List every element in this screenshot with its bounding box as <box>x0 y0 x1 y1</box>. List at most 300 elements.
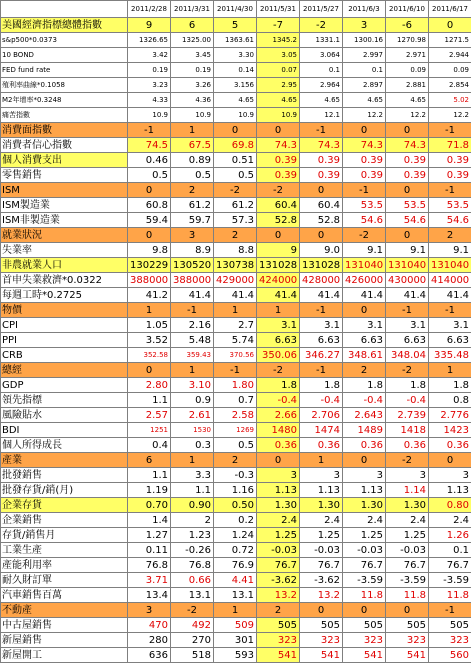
value-cell[interactable]: -0.03 <box>300 543 343 558</box>
value-cell[interactable]: -0.4 <box>343 393 386 408</box>
value-cell[interactable]: 6.63 <box>257 333 300 348</box>
value-cell[interactable]: -0.4 <box>257 393 300 408</box>
value-cell[interactable]: 2.80 <box>128 378 171 393</box>
value-cell[interactable]: 0 <box>128 183 171 198</box>
value-cell[interactable]: 76.7 <box>300 558 343 573</box>
value-cell[interactable]: 2.4 <box>386 513 429 528</box>
indicator-label-cell[interactable]: 首申失業救濟*0.0322 <box>1 273 128 288</box>
value-cell[interactable]: -2 <box>214 183 257 198</box>
value-cell[interactable]: 11.8 <box>429 588 471 603</box>
value-cell[interactable]: 3 <box>386 468 429 483</box>
value-cell[interactable]: 370.56 <box>214 348 257 363</box>
value-cell[interactable]: 52.8 <box>300 213 343 228</box>
value-cell[interactable]: -1 <box>214 363 257 378</box>
value-cell[interactable]: 509 <box>214 618 257 633</box>
value-cell[interactable]: 2.61 <box>171 408 214 423</box>
indicator-label-cell[interactable]: 美國經濟指標總體指數 <box>1 18 128 33</box>
value-cell[interactable]: 505 <box>386 618 429 633</box>
indicator-label-cell[interactable]: 失業率 <box>1 243 128 258</box>
value-cell[interactable]: 74.5 <box>128 138 171 153</box>
value-cell[interactable]: 1418 <box>386 423 429 438</box>
value-cell[interactable]: -1 <box>300 303 343 318</box>
value-cell[interactable]: 76.8 <box>171 558 214 573</box>
value-cell[interactable]: 3.52 <box>128 333 171 348</box>
value-cell[interactable]: 0 <box>386 123 429 138</box>
value-cell[interactable]: 3.71 <box>128 573 171 588</box>
value-cell[interactable]: 350.06 <box>257 348 300 363</box>
value-cell[interactable]: 2.776 <box>429 408 471 423</box>
value-cell[interactable]: 335.48 <box>429 348 471 363</box>
value-cell[interactable]: 11.8 <box>343 588 386 603</box>
value-cell[interactable]: 0.36 <box>429 438 471 453</box>
value-cell[interactable]: 2 <box>214 453 257 468</box>
value-cell[interactable]: 2.643 <box>343 408 386 423</box>
value-cell[interactable]: 1.13 <box>300 483 343 498</box>
value-cell[interactable]: 2.66 <box>257 408 300 423</box>
value-cell[interactable]: 10.9 <box>257 108 300 123</box>
value-cell[interactable]: 3.1 <box>257 318 300 333</box>
indicator-label-cell[interactable]: 企業存貨 <box>1 498 128 513</box>
value-cell[interactable]: 430000 <box>386 273 429 288</box>
indicator-label-cell[interactable]: 零售銷售 <box>1 168 128 183</box>
value-cell[interactable]: 0.50 <box>214 498 257 513</box>
value-cell[interactable]: 1.13 <box>429 483 471 498</box>
value-cell[interactable]: 0.72 <box>214 543 257 558</box>
value-cell[interactable]: 1.25 <box>386 528 429 543</box>
value-cell[interactable]: 41.4 <box>386 288 429 303</box>
date-header-cell[interactable]: 2011/4/30 <box>214 1 257 18</box>
value-cell[interactable]: 0.46 <box>128 153 171 168</box>
value-cell[interactable]: -0.26 <box>171 543 214 558</box>
value-cell[interactable]: 41.4 <box>214 288 257 303</box>
value-cell[interactable]: -3.59 <box>343 573 386 588</box>
value-cell[interactable]: 53.5 <box>343 198 386 213</box>
value-cell[interactable]: 492 <box>171 618 214 633</box>
value-cell[interactable]: 593 <box>214 648 257 663</box>
value-cell[interactable]: 1480 <box>257 423 300 438</box>
value-cell[interactable]: -1 <box>386 303 429 318</box>
value-cell[interactable]: 560 <box>429 648 471 663</box>
value-cell[interactable]: 61.2 <box>214 198 257 213</box>
value-cell[interactable]: 4.65 <box>386 93 429 108</box>
value-cell[interactable]: 1.1 <box>171 483 214 498</box>
value-cell[interactable]: 0.90 <box>171 498 214 513</box>
indicator-label-cell[interactable]: 風險貼水 <box>1 408 128 423</box>
value-cell[interactable]: 131040 <box>386 258 429 273</box>
value-cell[interactable]: 10.9 <box>171 108 214 123</box>
value-cell[interactable]: -1 <box>429 303 471 318</box>
value-cell[interactable]: 2.997 <box>343 48 386 63</box>
value-cell[interactable]: 2.897 <box>343 78 386 93</box>
value-cell[interactable]: -0.3 <box>214 468 257 483</box>
value-cell[interactable]: 0 <box>257 228 300 243</box>
value-cell[interactable]: 0.39 <box>386 168 429 183</box>
value-cell[interactable]: 9.1 <box>429 243 471 258</box>
value-cell[interactable]: 0.07 <box>257 63 300 78</box>
value-cell[interactable]: 1474 <box>300 423 343 438</box>
value-cell[interactable]: 0.8 <box>429 393 471 408</box>
value-cell[interactable]: 1300.16 <box>343 33 386 48</box>
value-cell[interactable]: 5.02 <box>429 93 471 108</box>
value-cell[interactable]: 9.8 <box>128 243 171 258</box>
value-cell[interactable]: -1 <box>343 183 386 198</box>
indicator-label-cell[interactable]: 消費者信心指數 <box>1 138 128 153</box>
value-cell[interactable]: 0.89 <box>171 153 214 168</box>
value-cell[interactable]: 1.1 <box>128 468 171 483</box>
value-cell[interactable]: 0 <box>128 228 171 243</box>
value-cell[interactable]: 505 <box>343 618 386 633</box>
value-cell[interactable]: 2.881 <box>386 78 429 93</box>
value-cell[interactable]: 0.9 <box>171 393 214 408</box>
value-cell[interactable]: -1 <box>429 123 471 138</box>
value-cell[interactable]: 0 <box>128 363 171 378</box>
value-cell[interactable]: 0.39 <box>429 153 471 168</box>
value-cell[interactable]: -6 <box>386 18 429 33</box>
value-cell[interactable]: 3.3 <box>171 468 214 483</box>
value-cell[interactable]: 61.2 <box>171 198 214 213</box>
indicator-label-cell[interactable]: 領先指標 <box>1 393 128 408</box>
value-cell[interactable]: 1 <box>257 303 300 318</box>
value-cell[interactable]: 0.1 <box>300 63 343 78</box>
value-cell[interactable]: 76.9 <box>214 558 257 573</box>
value-cell[interactable]: 52.8 <box>257 213 300 228</box>
value-cell[interactable]: 0.39 <box>429 168 471 183</box>
value-cell[interactable]: 1326.65 <box>128 33 171 48</box>
value-cell[interactable]: 3 <box>128 603 171 618</box>
value-cell[interactable]: 2.944 <box>429 48 471 63</box>
value-cell[interactable]: 41.4 <box>429 288 471 303</box>
date-header-cell[interactable]: 2011/3/31 <box>171 1 214 18</box>
value-cell[interactable]: 0 <box>300 183 343 198</box>
value-cell[interactable]: 505 <box>429 618 471 633</box>
value-cell[interactable]: 3.1 <box>343 318 386 333</box>
value-cell[interactable]: 1.27 <box>128 528 171 543</box>
value-cell[interactable]: 1.8 <box>386 378 429 393</box>
value-cell[interactable]: 6.63 <box>429 333 471 348</box>
indicator-label-cell[interactable]: 消費面指數 <box>1 123 128 138</box>
value-cell[interactable]: 60.4 <box>300 198 343 213</box>
value-cell[interactable]: 2.706 <box>300 408 343 423</box>
value-cell[interactable]: 0.5 <box>214 438 257 453</box>
value-cell[interactable]: 0.39 <box>343 153 386 168</box>
value-cell[interactable]: 0.36 <box>300 438 343 453</box>
value-cell[interactable]: 1 <box>171 363 214 378</box>
value-cell[interactable]: 130229 <box>128 258 171 273</box>
value-cell[interactable]: 60.8 <box>128 198 171 213</box>
value-cell[interactable]: 505 <box>257 618 300 633</box>
value-cell[interactable]: 3.1 <box>429 318 471 333</box>
value-cell[interactable]: 2.964 <box>300 78 343 93</box>
value-cell[interactable]: 74.3 <box>257 138 300 153</box>
value-cell[interactable]: 131028 <box>257 258 300 273</box>
value-cell[interactable]: 541 <box>257 648 300 663</box>
value-cell[interactable]: 5 <box>214 18 257 33</box>
value-cell[interactable]: -2 <box>386 363 429 378</box>
value-cell[interactable]: 2.57 <box>128 408 171 423</box>
indicator-label-cell[interactable]: ISM製造業 <box>1 198 128 213</box>
value-cell[interactable]: 13.2 <box>300 588 343 603</box>
value-cell[interactable]: 2 <box>343 363 386 378</box>
value-cell[interactable]: 1 <box>171 123 214 138</box>
value-cell[interactable]: -3.62 <box>300 573 343 588</box>
indicator-label-cell[interactable]: s&p500*0.0373 <box>1 33 128 48</box>
value-cell[interactable]: 323 <box>429 633 471 648</box>
value-cell[interactable]: 0.66 <box>171 573 214 588</box>
value-cell[interactable]: 54.6 <box>429 213 471 228</box>
indicator-label-cell[interactable]: 耐久財訂單 <box>1 573 128 588</box>
value-cell[interactable]: 1423 <box>429 423 471 438</box>
value-cell[interactable]: 0.36 <box>343 438 386 453</box>
value-cell[interactable]: 505 <box>300 618 343 633</box>
indicator-label-cell[interactable]: 新屋銷售 <box>1 633 128 648</box>
indicator-label-cell[interactable]: 產業 <box>1 453 128 468</box>
value-cell[interactable]: 1.13 <box>257 483 300 498</box>
value-cell[interactable]: 414000 <box>429 273 471 288</box>
value-cell[interactable]: 1.30 <box>257 498 300 513</box>
value-cell[interactable]: 2 <box>171 513 214 528</box>
value-cell[interactable]: 1 <box>429 363 471 378</box>
indicator-label-cell[interactable]: GDP <box>1 378 128 393</box>
value-cell[interactable]: 429000 <box>214 273 257 288</box>
value-cell[interactable]: 9.1 <box>386 243 429 258</box>
value-cell[interactable]: -0.03 <box>386 543 429 558</box>
value-cell[interactable]: 8.9 <box>171 243 214 258</box>
value-cell[interactable]: 1.8 <box>300 378 343 393</box>
value-cell[interactable]: -1 <box>429 183 471 198</box>
value-cell[interactable]: 3.23 <box>128 78 171 93</box>
value-cell[interactable]: 1.30 <box>343 498 386 513</box>
value-cell[interactable]: 1251 <box>128 423 171 438</box>
value-cell[interactable]: 0.11 <box>128 543 171 558</box>
date-header-cell[interactable]: 2011/6/3 <box>343 1 386 18</box>
value-cell[interactable]: 2.4 <box>343 513 386 528</box>
value-cell[interactable]: 2.739 <box>386 408 429 423</box>
value-cell[interactable]: 76.7 <box>429 558 471 573</box>
value-cell[interactable]: 3 <box>300 468 343 483</box>
value-cell[interactable]: 10.9 <box>128 108 171 123</box>
value-cell[interactable]: 3.42 <box>128 48 171 63</box>
value-cell[interactable]: 6 <box>171 18 214 33</box>
value-cell[interactable]: 301 <box>214 633 257 648</box>
value-cell[interactable]: 5.74 <box>214 333 257 348</box>
indicator-label-cell[interactable]: 非農就業人口 <box>1 258 128 273</box>
value-cell[interactable]: -2 <box>257 183 300 198</box>
indicator-label-cell[interactable]: 不動產 <box>1 603 128 618</box>
indicator-label-cell[interactable]: BDI <box>1 423 128 438</box>
value-cell[interactable]: 3.05 <box>257 48 300 63</box>
value-cell[interactable]: 1 <box>128 303 171 318</box>
value-cell[interactable]: 0.5 <box>128 168 171 183</box>
value-cell[interactable]: 1331.1 <box>300 33 343 48</box>
value-cell[interactable]: 0.1 <box>343 63 386 78</box>
value-cell[interactable]: 57.3 <box>214 213 257 228</box>
value-cell[interactable]: -3.59 <box>386 573 429 588</box>
value-cell[interactable]: 0.3 <box>171 438 214 453</box>
value-cell[interactable]: 71.8 <box>429 138 471 153</box>
value-cell[interactable]: 0.39 <box>343 168 386 183</box>
value-cell[interactable]: 0 <box>257 453 300 468</box>
value-cell[interactable]: 131028 <box>300 258 343 273</box>
value-cell[interactable]: 1271.5 <box>429 33 471 48</box>
value-cell[interactable]: 1.8 <box>429 378 471 393</box>
value-cell[interactable]: -7 <box>257 18 300 33</box>
value-cell[interactable]: 54.6 <box>343 213 386 228</box>
value-cell[interactable]: 3 <box>257 468 300 483</box>
value-cell[interactable]: 346.27 <box>300 348 343 363</box>
value-cell[interactable]: 270 <box>171 633 214 648</box>
indicator-label-cell[interactable]: PPI <box>1 333 128 348</box>
value-cell[interactable]: 1.23 <box>171 528 214 543</box>
value-cell[interactable]: 3.26 <box>171 78 214 93</box>
value-cell[interactable]: 4.41 <box>214 573 257 588</box>
value-cell[interactable]: 470 <box>128 618 171 633</box>
date-header-cell[interactable]: 2011/2/28 <box>128 1 171 18</box>
value-cell[interactable]: 131040 <box>343 258 386 273</box>
value-cell[interactable]: -0.4 <box>386 393 429 408</box>
value-cell[interactable]: 1 <box>214 303 257 318</box>
indicator-label-cell[interactable]: 個人消費支出 <box>1 153 128 168</box>
value-cell[interactable]: 0 <box>429 18 471 33</box>
value-cell[interactable]: 41.4 <box>300 288 343 303</box>
indicator-label-cell[interactable]: 存貨/銷售月 <box>1 528 128 543</box>
value-cell[interactable]: 0.09 <box>386 63 429 78</box>
value-cell[interactable]: 3 <box>343 468 386 483</box>
value-cell[interactable]: 323 <box>343 633 386 648</box>
value-cell[interactable]: 13.2 <box>257 588 300 603</box>
value-cell[interactable]: 0.7 <box>214 393 257 408</box>
indicator-label-cell[interactable]: 工業生產 <box>1 543 128 558</box>
value-cell[interactable]: 2 <box>429 228 471 243</box>
value-cell[interactable]: 4.33 <box>128 93 171 108</box>
indicator-label-cell[interactable]: 10 BOND <box>1 48 128 63</box>
indicator-label-cell[interactable]: 產能利用率 <box>1 558 128 573</box>
value-cell[interactable]: 2.4 <box>429 513 471 528</box>
value-cell[interactable]: 41.4 <box>257 288 300 303</box>
value-cell[interactable]: 1.80 <box>214 378 257 393</box>
value-cell[interactable]: 1.25 <box>343 528 386 543</box>
value-cell[interactable]: -3.59 <box>429 573 471 588</box>
date-header-cell[interactable]: 2011/5/27 <box>300 1 343 18</box>
value-cell[interactable]: 13.1 <box>171 588 214 603</box>
value-cell[interactable]: -2 <box>171 603 214 618</box>
value-cell[interactable]: 4.65 <box>300 93 343 108</box>
value-cell[interactable]: 8.8 <box>214 243 257 258</box>
value-cell[interactable]: 323 <box>300 633 343 648</box>
value-cell[interactable]: 3 <box>343 18 386 33</box>
value-cell[interactable]: 0 <box>429 453 471 468</box>
indicator-label-cell[interactable]: 企業銷售 <box>1 513 128 528</box>
indicator-label-cell[interactable]: CRB <box>1 348 128 363</box>
value-cell[interactable]: 12.2 <box>386 108 429 123</box>
value-cell[interactable]: 1530 <box>171 423 214 438</box>
value-cell[interactable]: 0 <box>343 603 386 618</box>
value-cell[interactable]: 0 <box>386 183 429 198</box>
value-cell[interactable]: -1 <box>429 603 471 618</box>
indicator-label-cell[interactable]: 每週工時*0.2725 <box>1 288 128 303</box>
value-cell[interactable]: 1 <box>171 453 214 468</box>
indicator-label-cell[interactable]: 就業狀況 <box>1 228 128 243</box>
value-cell[interactable]: 1269 <box>214 423 257 438</box>
value-cell[interactable]: 3.45 <box>171 48 214 63</box>
value-cell[interactable]: 1.13 <box>343 483 386 498</box>
indicator-label-cell[interactable]: 新屋開工 <box>1 648 128 663</box>
value-cell[interactable]: 541 <box>386 648 429 663</box>
value-cell[interactable]: 59.7 <box>171 213 214 228</box>
value-cell[interactable]: 2 <box>214 228 257 243</box>
indicator-label-cell[interactable]: ISM <box>1 183 128 198</box>
value-cell[interactable]: 2.971 <box>386 48 429 63</box>
value-cell[interactable]: 3 <box>429 468 471 483</box>
value-cell[interactable]: 10.9 <box>214 108 257 123</box>
value-cell[interactable]: 1325.00 <box>171 33 214 48</box>
value-cell[interactable]: 0.39 <box>386 153 429 168</box>
value-cell[interactable]: 9.1 <box>343 243 386 258</box>
value-cell[interactable]: 4.36 <box>171 93 214 108</box>
value-cell[interactable]: 1270.98 <box>386 33 429 48</box>
value-cell[interactable]: 2.4 <box>300 513 343 528</box>
value-cell[interactable]: 3 <box>171 228 214 243</box>
value-cell[interactable]: 1.4 <box>128 513 171 528</box>
value-cell[interactable]: 280 <box>128 633 171 648</box>
value-cell[interactable]: 1489 <box>343 423 386 438</box>
value-cell[interactable]: 1.8 <box>257 378 300 393</box>
value-cell[interactable]: 0.19 <box>128 63 171 78</box>
value-cell[interactable]: 1.14 <box>386 483 429 498</box>
value-cell[interactable]: 76.7 <box>257 558 300 573</box>
value-cell[interactable]: 12.2 <box>343 108 386 123</box>
value-cell[interactable]: 0 <box>257 123 300 138</box>
value-cell[interactable]: 41.4 <box>343 288 386 303</box>
value-cell[interactable]: 74.3 <box>300 138 343 153</box>
value-cell[interactable]: 0.36 <box>257 438 300 453</box>
indicator-label-cell[interactable]: 物價 <box>1 303 128 318</box>
value-cell[interactable]: 1.05 <box>128 318 171 333</box>
indicator-label-cell[interactable]: 中古屋銷售 <box>1 618 128 633</box>
value-cell[interactable]: 0.5 <box>171 168 214 183</box>
value-cell[interactable]: 6.63 <box>300 333 343 348</box>
value-cell[interactable]: 131040 <box>429 258 471 273</box>
value-cell[interactable]: 0.39 <box>257 153 300 168</box>
value-cell[interactable]: 1 <box>300 453 343 468</box>
value-cell[interactable]: -1 <box>171 303 214 318</box>
value-cell[interactable]: 1.25 <box>257 528 300 543</box>
value-cell[interactable]: 74.3 <box>386 138 429 153</box>
value-cell[interactable]: 41.2 <box>128 288 171 303</box>
value-cell[interactable]: 67.5 <box>171 138 214 153</box>
value-cell[interactable]: 0.14 <box>214 63 257 78</box>
value-cell[interactable]: 1.30 <box>386 498 429 513</box>
value-cell[interactable]: 13.1 <box>214 588 257 603</box>
value-cell[interactable]: -1 <box>128 123 171 138</box>
value-cell[interactable]: 130738 <box>214 258 257 273</box>
indicator-label-cell[interactable]: FED fund rate <box>1 63 128 78</box>
value-cell[interactable]: -0.03 <box>257 543 300 558</box>
indicator-label-cell[interactable]: M2年增率*0.3248 <box>1 93 128 108</box>
value-cell[interactable]: 1.30 <box>300 498 343 513</box>
value-cell[interactable]: 3.064 <box>300 48 343 63</box>
value-cell[interactable]: 12.2 <box>429 108 471 123</box>
value-cell[interactable]: 1.24 <box>214 528 257 543</box>
value-cell[interactable]: 9 <box>257 243 300 258</box>
value-cell[interactable]: 0.2 <box>214 513 257 528</box>
value-cell[interactable]: 0 <box>343 123 386 138</box>
value-cell[interactable]: 1.26 <box>429 528 471 543</box>
indicator-label-cell[interactable]: ISM非製造業 <box>1 213 128 228</box>
value-cell[interactable]: 60.4 <box>257 198 300 213</box>
value-cell[interactable]: 4.65 <box>343 93 386 108</box>
value-cell[interactable]: -2 <box>300 18 343 33</box>
value-cell[interactable]: 359.43 <box>171 348 214 363</box>
